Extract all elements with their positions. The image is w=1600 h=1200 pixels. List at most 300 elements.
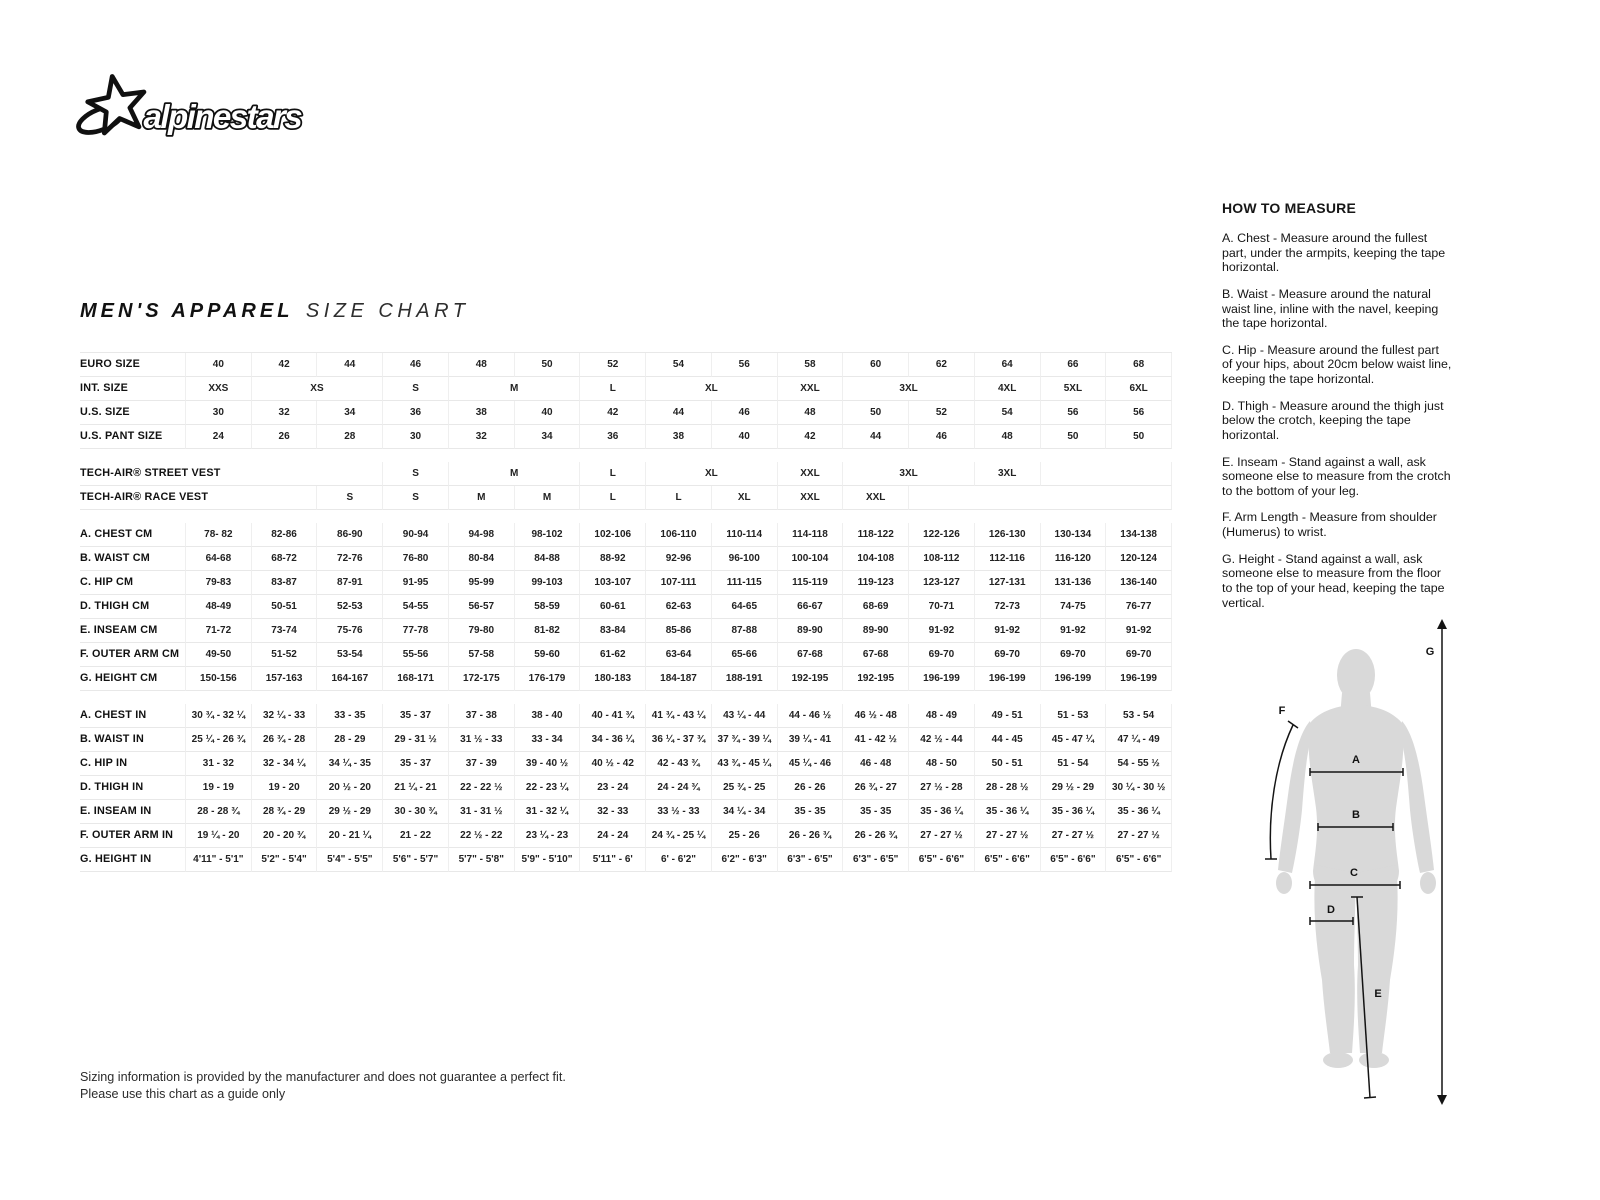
- size-cell: 76-80: [383, 547, 449, 571]
- size-cell: 34: [317, 401, 383, 425]
- size-cell: 89-90: [843, 619, 909, 643]
- page-title: [80, 300, 469, 323]
- title-main: MEN'S APPAREL: [80, 300, 294, 322]
- size-cell: 192-195: [778, 667, 844, 691]
- logo-star-icon: [88, 77, 144, 134]
- size-cell: 150-156: [186, 667, 252, 691]
- table-group-gap: [80, 691, 1172, 704]
- size-cell: 5'11" - 6': [580, 848, 646, 872]
- size-cell: 136-140: [1106, 571, 1172, 595]
- how-to-measure-heading: HOW TO MEASURE: [1222, 200, 1356, 216]
- size-cell: 3XL: [975, 462, 1041, 486]
- size-cell: 168-171: [383, 667, 449, 691]
- size-cell: 99-103: [515, 571, 581, 595]
- size-cell: 25 - 26: [712, 824, 778, 848]
- size-cell: 69-70: [975, 643, 1041, 667]
- size-cell: XL: [646, 377, 777, 401]
- size-cell: 38: [646, 425, 712, 449]
- size-cell: 35 - 36 ¼: [975, 800, 1041, 824]
- size-cell: 58-59: [515, 595, 581, 619]
- how-to-measure-item: F. Arm Length - Measure from shoulder (Humerus) to wrist.: [1222, 510, 1437, 539]
- row-label: E. INSEAM CM: [80, 619, 186, 643]
- size-cell: M: [449, 486, 515, 510]
- size-cell: 5'6" - 5'7": [383, 848, 449, 872]
- size-cell: 4XL: [975, 377, 1041, 401]
- size-cell: 50: [1106, 425, 1172, 449]
- size-cell: 50: [1041, 425, 1107, 449]
- body-silhouette: [1276, 649, 1436, 1068]
- size-cell: 30 ¼ - 30 ½: [1106, 776, 1172, 800]
- size-cell: 27 - 27 ½: [975, 824, 1041, 848]
- row-label: INT. SIZE: [80, 377, 186, 401]
- size-cell: 35 - 36 ¼: [1041, 800, 1107, 824]
- row-label: A. CHEST IN: [80, 704, 186, 728]
- size-cell: 114-118: [778, 523, 844, 547]
- size-cell: 48 - 50: [909, 752, 975, 776]
- size-cell: M: [449, 462, 580, 486]
- size-cell: 130-134: [1041, 523, 1107, 547]
- row-label: TECH-AIR® RACE VEST: [80, 486, 317, 510]
- size-cell: 55-56: [383, 643, 449, 667]
- disclaimer: [80, 1069, 566, 1102]
- size-cell: 35 - 37: [383, 752, 449, 776]
- size-cell: 48 - 49: [909, 704, 975, 728]
- size-cell: 48: [975, 425, 1041, 449]
- size-cell: 196-199: [909, 667, 975, 691]
- size-cell: 64: [975, 353, 1041, 377]
- size-cell: 85-86: [646, 619, 712, 643]
- size-cell: 48-49: [186, 595, 252, 619]
- size-cell: 40: [712, 425, 778, 449]
- size-cell: M: [449, 377, 580, 401]
- size-cell: 28 - 29: [317, 728, 383, 752]
- table-group-gap: [80, 449, 1172, 462]
- size-cell: 51 - 54: [1041, 752, 1107, 776]
- size-cell: 60-61: [580, 595, 646, 619]
- row-label: U.S. PANT SIZE: [80, 425, 186, 449]
- size-cell: 32 ¼ - 33: [252, 704, 318, 728]
- size-cell: 35 - 35: [843, 800, 909, 824]
- size-cell: 31 - 32 ¼: [515, 800, 581, 824]
- size-cell: 39 - 40 ½: [515, 752, 581, 776]
- size-cell: 80-84: [449, 547, 515, 571]
- size-cell: L: [580, 462, 646, 486]
- size-cell: 30 - 30 ¾: [383, 800, 449, 824]
- size-cell: 46: [383, 353, 449, 377]
- row-label: E. INSEAM IN: [80, 800, 186, 824]
- how-to-measure-item: C. Hip - Measure around the fullest part of your hips, about 20cm below waist line, keeping the tape horizontal.: [1222, 342, 1452, 386]
- size-cell: 30: [186, 401, 252, 425]
- figure-label-c: C: [1350, 867, 1358, 879]
- size-cell: 70-71: [909, 595, 975, 619]
- size-cell: 111-115: [712, 571, 778, 595]
- size-cell: 52-53: [317, 595, 383, 619]
- size-cell: 46 ½ - 48: [843, 704, 909, 728]
- row-label: G. HEIGHT IN: [80, 848, 186, 872]
- size-cell: 54 - 55 ½: [1106, 752, 1172, 776]
- size-cell: 56: [1106, 401, 1172, 425]
- size-cell: 56: [712, 353, 778, 377]
- size-cell: 76-77: [1106, 595, 1172, 619]
- size-cell: 62-63: [646, 595, 712, 619]
- size-cell: 184-187: [646, 667, 712, 691]
- size-cell: 56: [1041, 401, 1107, 425]
- size-cell: 31 ½ - 33: [449, 728, 515, 752]
- size-cell: 122-126: [909, 523, 975, 547]
- size-cell: 47 ¼ - 49: [1106, 728, 1172, 752]
- size-cell: 37 - 38: [449, 704, 515, 728]
- size-cell: 84-88: [515, 547, 581, 571]
- size-cell: 26 - 26 ¾: [843, 824, 909, 848]
- size-cell: 25 ¼ - 26 ¾: [186, 728, 252, 752]
- size-cell: 26: [252, 425, 318, 449]
- disclaimer-line-2: Please use this chart as a guide only: [80, 1086, 286, 1101]
- row-label: TECH-AIR® STREET VEST: [80, 462, 383, 486]
- size-cell: 68-69: [843, 595, 909, 619]
- size-cell: 40 - 41 ¾: [580, 704, 646, 728]
- size-cell: 100-104: [778, 547, 844, 571]
- size-cell: 34: [515, 425, 581, 449]
- size-cell: 26 - 26 ¾: [778, 824, 844, 848]
- size-cell: 53-54: [317, 643, 383, 667]
- size-cell: 44 - 46 ½: [778, 704, 844, 728]
- size-cell: 176-179: [515, 667, 581, 691]
- how-to-measure-item: E. Inseam - Stand against a wall, ask someone else to measure from the crotch to the bottom of your leg.: [1222, 454, 1451, 498]
- size-cell: 82-86: [252, 523, 318, 547]
- how-to-measure-item: B. Waist - Measure around the natural waist line, inline with the navel, keeping the tape horizontal.: [1222, 286, 1439, 331]
- size-cell: 23 ¼ - 23: [515, 824, 581, 848]
- size-cell: 29 - 31 ½: [383, 728, 449, 752]
- size-cell: 48: [449, 353, 515, 377]
- size-cell: 38 - 40: [515, 704, 581, 728]
- size-cell: 32 - 34 ¼: [252, 752, 318, 776]
- size-cell: 49-50: [186, 643, 252, 667]
- size-cell: 64-68: [186, 547, 252, 571]
- row-label: EURO SIZE: [80, 353, 186, 377]
- size-cell: 28: [317, 425, 383, 449]
- size-cell: 39 ¼ - 41: [778, 728, 844, 752]
- size-cell: 33 ½ - 33: [646, 800, 712, 824]
- size-cell: 3XL: [843, 377, 974, 401]
- row-label: U.S. SIZE: [80, 401, 186, 425]
- size-cell: 95-99: [449, 571, 515, 595]
- size-cell: 6'5" - 6'6": [1041, 848, 1107, 872]
- size-cell: 91-92: [975, 619, 1041, 643]
- size-cell: S: [383, 377, 449, 401]
- size-cell: S: [317, 486, 383, 510]
- row-label: D. THIGH CM: [80, 595, 186, 619]
- size-cell: 123-127: [909, 571, 975, 595]
- size-cell: L: [646, 486, 712, 510]
- size-cell: 42: [252, 353, 318, 377]
- size-cell: 35 - 36 ¼: [1106, 800, 1172, 824]
- size-cell: 40: [186, 353, 252, 377]
- size-cell: 6'3" - 6'5": [778, 848, 844, 872]
- size-cell: 115-119: [778, 571, 844, 595]
- how-to-measure-item: G. Height - Stand against a wall, ask someone else to measure from the floor to the top of your head, keeping the tape vertical.: [1222, 551, 1445, 610]
- size-cell: 46: [909, 425, 975, 449]
- figure-label-e: E: [1374, 988, 1382, 1000]
- size-cell: 68: [1106, 353, 1172, 377]
- alpinestars-logo: [74, 66, 374, 150]
- size-cell: 91-92: [1106, 619, 1172, 643]
- size-cell: 58: [778, 353, 844, 377]
- figure-label-a: A: [1352, 754, 1360, 766]
- size-cell: 92-96: [646, 547, 712, 571]
- size-cell: 164-167: [317, 667, 383, 691]
- row-label: C. HIP CM: [80, 571, 186, 595]
- size-cell: 44: [646, 401, 712, 425]
- size-cell: 52: [909, 401, 975, 425]
- size-cell: XXL: [778, 377, 844, 401]
- table-group-gap: [80, 510, 1172, 523]
- size-cell: 36 ¼ - 37 ¾: [646, 728, 712, 752]
- size-cell: 27 - 27 ½: [1041, 824, 1107, 848]
- figure-label-f: F: [1278, 705, 1286, 717]
- size-cell: 102-106: [580, 523, 646, 547]
- size-cell: 34 - 36 ¼: [580, 728, 646, 752]
- size-cell: 192-195: [843, 667, 909, 691]
- size-cell: 28 - 28 ¾: [186, 800, 252, 824]
- size-cell: 75-76: [317, 619, 383, 643]
- size-cell: XL: [646, 462, 777, 486]
- size-cell: 106-110: [646, 523, 712, 547]
- size-cell: 33 - 35: [317, 704, 383, 728]
- size-cell: 88-92: [580, 547, 646, 571]
- size-cell: 79-83: [186, 571, 252, 595]
- size-cell: 34 ¼ - 34: [712, 800, 778, 824]
- size-cell: S: [383, 486, 449, 510]
- row-label: G. HEIGHT CM: [80, 667, 186, 691]
- disclaimer-line-1: Sizing information is provided by the manufacturer and does not guarantee a perfect fit.: [80, 1070, 566, 1084]
- size-cell: 91-95: [383, 571, 449, 595]
- size-cell: 64-65: [712, 595, 778, 619]
- row-label: B. WAIST IN: [80, 728, 186, 752]
- logo-wordmark: alpinestars: [143, 99, 302, 137]
- size-cell: 71-72: [186, 619, 252, 643]
- body-measurement-diagram: [1235, 613, 1565, 1105]
- size-cell: XXL: [778, 462, 844, 486]
- size-cell: 87-91: [317, 571, 383, 595]
- size-cell: 27 - 27 ½: [1106, 824, 1172, 848]
- size-cell: 67-68: [778, 643, 844, 667]
- size-cell: 86-90: [317, 523, 383, 547]
- size-cell: 68-72: [252, 547, 318, 571]
- row-label: D. THIGH IN: [80, 776, 186, 800]
- figure-label-g: G: [1425, 646, 1435, 658]
- how-to-measure-item: D. Thigh - Measure around the thigh just below the crotch, keeping the tape horizontal.: [1222, 398, 1444, 442]
- size-cell: 42 ½ - 44: [909, 728, 975, 752]
- size-cell: 40: [515, 401, 581, 425]
- size-cell: 50 - 51: [975, 752, 1041, 776]
- size-cell: 91-92: [909, 619, 975, 643]
- title-sub: SIZE CHART: [305, 300, 470, 322]
- size-cell: 34 ¼ - 35: [317, 752, 383, 776]
- size-cell: 26 ¾ - 28: [252, 728, 318, 752]
- size-cell: 32: [449, 425, 515, 449]
- size-cell: 46: [712, 401, 778, 425]
- size-cell: 45 - 47 ¼: [1041, 728, 1107, 752]
- size-cell: 118-122: [843, 523, 909, 547]
- size-cell: 21 - 22: [383, 824, 449, 848]
- size-cell: 120-124: [1106, 547, 1172, 571]
- row-label: F. OUTER ARM CM: [80, 643, 186, 667]
- size-cell: 104-108: [843, 547, 909, 571]
- size-cell: 24 - 24 ¾: [646, 776, 712, 800]
- size-cell: 131-136: [1041, 571, 1107, 595]
- size-cell: 20 - 21 ¼: [317, 824, 383, 848]
- size-cell: 26 ¾ - 27: [843, 776, 909, 800]
- size-cell: 63-64: [646, 643, 712, 667]
- size-cell: 36: [580, 425, 646, 449]
- size-cell: 20 ½ - 20: [317, 776, 383, 800]
- size-cell: 29 ½ - 29: [317, 800, 383, 824]
- size-cell: 26 - 26: [778, 776, 844, 800]
- figure-label-d: D: [1327, 904, 1335, 916]
- size-cell: 61-62: [580, 643, 646, 667]
- size-cell: 65-66: [712, 643, 778, 667]
- size-cell: 56-57: [449, 595, 515, 619]
- size-cell: 20 - 20 ¾: [252, 824, 318, 848]
- size-cell: 67-68: [843, 643, 909, 667]
- size-cell: 5'2" - 5'4": [252, 848, 318, 872]
- size-cell: 94-98: [449, 523, 515, 547]
- size-cell: 50: [515, 353, 581, 377]
- size-cell: 40 ½ - 42: [580, 752, 646, 776]
- size-cell: 52: [580, 353, 646, 377]
- size-cell: 6'5" - 6'6": [1106, 848, 1172, 872]
- row-label: B. WAIST CM: [80, 547, 186, 571]
- size-cell: 6'5" - 6'6": [975, 848, 1041, 872]
- size-cell: 112-116: [975, 547, 1041, 571]
- size-cell: 24: [186, 425, 252, 449]
- size-cell: 28 - 28 ½: [975, 776, 1041, 800]
- row-label: F. OUTER ARM IN: [80, 824, 186, 848]
- size-cell: 196-199: [1106, 667, 1172, 691]
- size-cell: 83-84: [580, 619, 646, 643]
- size-cell: 19 - 20: [252, 776, 318, 800]
- size-cell: 46 - 48: [843, 752, 909, 776]
- size-cell: XXL: [778, 486, 844, 510]
- size-cell: 69-70: [1106, 643, 1172, 667]
- size-cell: 110-114: [712, 523, 778, 547]
- size-cell: 25 ¾ - 25: [712, 776, 778, 800]
- size-cell: 32 - 33: [580, 800, 646, 824]
- size-cell: 72-73: [975, 595, 1041, 619]
- size-cell: 66-67: [778, 595, 844, 619]
- size-cell: 22 - 23 ¼: [515, 776, 581, 800]
- size-cell: 107-111: [646, 571, 712, 595]
- size-cell: 27 ½ - 28: [909, 776, 975, 800]
- row-label: A. CHEST CM: [80, 523, 186, 547]
- size-cell: 21 ¼ - 21: [383, 776, 449, 800]
- size-cell: 6XL: [1106, 377, 1172, 401]
- size-cell: 69-70: [909, 643, 975, 667]
- size-cell: [1041, 462, 1172, 486]
- size-cell: 6'3" - 6'5": [843, 848, 909, 872]
- size-cell: 6'2" - 6'3": [712, 848, 778, 872]
- size-cell: 79-80: [449, 619, 515, 643]
- size-cell: 19 - 19: [186, 776, 252, 800]
- size-cell: 6'5" - 6'6": [909, 848, 975, 872]
- size-cell: 50-51: [252, 595, 318, 619]
- size-cell: XXS: [186, 377, 252, 401]
- size-cell: XL: [712, 486, 778, 510]
- size-cell: 42: [580, 401, 646, 425]
- size-cell: 134-138: [1106, 523, 1172, 547]
- size-cell: 119-123: [843, 571, 909, 595]
- size-cell: 116-120: [1041, 547, 1107, 571]
- size-cell: 23 - 24: [580, 776, 646, 800]
- size-cell: 41 - 42 ½: [843, 728, 909, 752]
- size-cell: 33 - 34: [515, 728, 581, 752]
- size-cell: 96-100: [712, 547, 778, 571]
- size-cell: 49 - 51: [975, 704, 1041, 728]
- size-cell: 54-55: [383, 595, 449, 619]
- size-cell: 37 ¾ - 39 ¼: [712, 728, 778, 752]
- size-cell: 22 ½ - 22: [449, 824, 515, 848]
- size-cell: 27 - 27 ½: [909, 824, 975, 848]
- measurement-line-height: [1437, 619, 1447, 1105]
- size-cell: 4'11" - 5'1": [186, 848, 252, 872]
- size-cell: 69-70: [1041, 643, 1107, 667]
- size-cell: 31 - 32: [186, 752, 252, 776]
- how-to-measure-panel: [1222, 200, 1452, 622]
- size-cell: 81-82: [515, 619, 581, 643]
- size-cell: 54: [646, 353, 712, 377]
- size-cell: 42 - 43 ¾: [646, 752, 712, 776]
- size-cell: M: [515, 486, 581, 510]
- size-cell: 73-74: [252, 619, 318, 643]
- size-cell: 196-199: [975, 667, 1041, 691]
- size-cell: XXL: [843, 486, 909, 510]
- size-cell: 31 - 31 ½: [449, 800, 515, 824]
- size-cell: 24 ¾ - 25 ¼: [646, 824, 712, 848]
- size-cell: S: [383, 462, 449, 486]
- size-cell: 53 - 54: [1106, 704, 1172, 728]
- size-cell: 6' - 6'2": [646, 848, 712, 872]
- size-cell: 126-130: [975, 523, 1041, 547]
- size-cell: 54: [975, 401, 1041, 425]
- size-cell: [909, 486, 1172, 510]
- size-cell: XS: [252, 377, 383, 401]
- size-cell: 5'7" - 5'8": [449, 848, 515, 872]
- size-cell: 28 ¾ - 29: [252, 800, 318, 824]
- size-cell: 72-76: [317, 547, 383, 571]
- size-cell: 43 ¾ - 45 ¼: [712, 752, 778, 776]
- size-cell: 98-102: [515, 523, 581, 547]
- size-cell: 35 - 36 ¼: [909, 800, 975, 824]
- size-table: [80, 352, 1172, 872]
- size-cell: L: [580, 486, 646, 510]
- size-cell: 36: [383, 401, 449, 425]
- size-cell: 57-58: [449, 643, 515, 667]
- size-cell: 188-191: [712, 667, 778, 691]
- size-cell: 43 ¼ - 44: [712, 704, 778, 728]
- size-cell: L: [580, 377, 646, 401]
- size-cell: 22 - 22 ½: [449, 776, 515, 800]
- size-cell: 30: [383, 425, 449, 449]
- size-cell: 91-92: [1041, 619, 1107, 643]
- size-cell: 89-90: [778, 619, 844, 643]
- size-cell: 5XL: [1041, 377, 1107, 401]
- size-cell: 5'9" - 5'10": [515, 848, 581, 872]
- size-cell: 51-52: [252, 643, 318, 667]
- size-cell: 50: [843, 401, 909, 425]
- size-cell: 38: [449, 401, 515, 425]
- body-diagram-svg: [1235, 613, 1565, 1105]
- size-cell: 3XL: [843, 462, 974, 486]
